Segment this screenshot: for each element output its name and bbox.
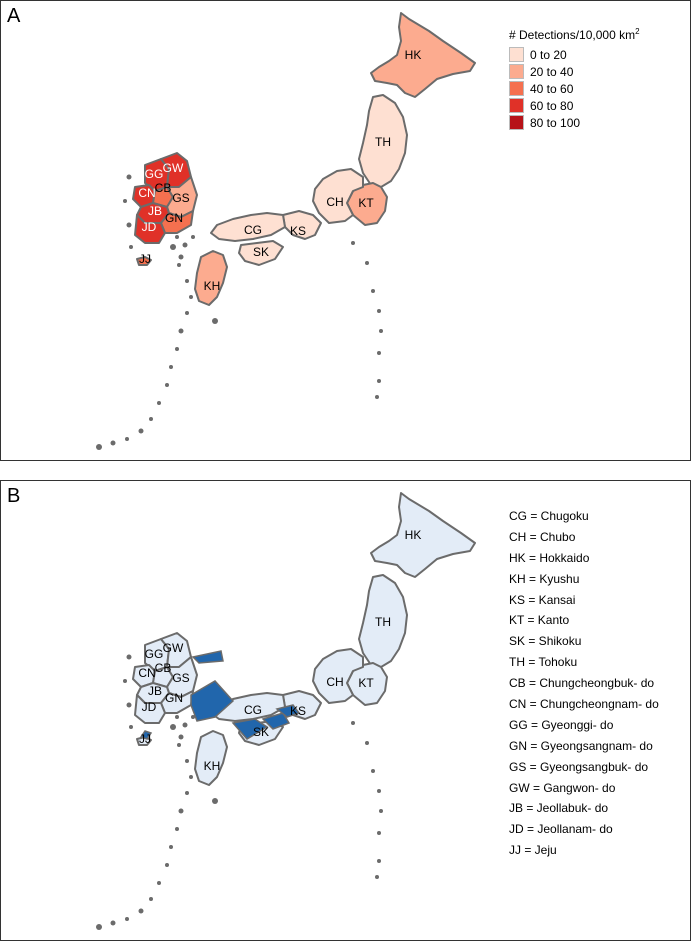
abbreviation-item-0: CG = Chugoku	[509, 509, 589, 523]
abbreviation-item-2: HK = Hokkaido	[509, 550, 590, 565]
island-12	[139, 909, 144, 914]
island-8	[169, 845, 173, 849]
island-30	[127, 703, 132, 708]
island-21	[379, 809, 383, 813]
region-hk	[371, 13, 475, 97]
region-label-jb: JB	[147, 204, 163, 219]
legend-swatch	[509, 98, 524, 113]
legend-swatch	[509, 47, 524, 62]
region-hk	[371, 493, 475, 577]
legend-item-0	[509, 46, 640, 63]
island-3	[185, 279, 189, 283]
region-label-gn: GN	[165, 691, 183, 706]
region-label-hk: HK	[404, 48, 422, 63]
abbreviation-item-13: GW = Gangwon- do	[509, 780, 616, 795]
island-20	[377, 789, 381, 793]
panel-b	[0, 480, 691, 941]
island-13	[125, 437, 129, 441]
abbreviation-item-6: SK = Shikoku	[509, 634, 582, 649]
island-10	[157, 401, 161, 405]
abbreviation-item-5: KT = Kanto	[509, 613, 570, 628]
island-23	[377, 379, 381, 383]
region-label-jd: JD	[141, 220, 157, 235]
panel-letter-b: B	[7, 485, 21, 507]
region-label-ch: CH	[326, 675, 344, 690]
island-21	[379, 329, 383, 333]
region-label-jj: JJ	[139, 732, 151, 747]
island-30	[127, 223, 132, 228]
island-31	[129, 245, 133, 249]
island-20	[377, 309, 381, 313]
legend-item-3	[509, 97, 640, 114]
region-kh	[195, 731, 227, 785]
island-19	[371, 769, 375, 773]
island-28	[127, 175, 132, 180]
island-18	[365, 261, 369, 265]
island-9	[165, 863, 169, 867]
abbreviation-item-10: GG = Gyeonggi- do	[509, 717, 614, 732]
island-27	[191, 235, 195, 239]
abbreviation-item-8: CB = Chungcheongbuk- do	[509, 676, 655, 691]
island-1	[179, 255, 184, 260]
region-label-cb: CB	[154, 181, 172, 196]
island-17	[351, 721, 355, 725]
island-1	[179, 735, 184, 740]
legend-swatch	[509, 81, 524, 96]
legend-item-4	[509, 114, 640, 131]
abbreviation-item-16: JJ = Jeju	[509, 843, 557, 858]
island-9	[165, 383, 169, 387]
island-16	[212, 798, 218, 804]
region-kh	[195, 251, 227, 305]
abbreviation-item-3: KH = Kyushu	[509, 571, 580, 586]
island-7	[175, 347, 179, 351]
abbreviation-item-11: GN = Gyeongsangnam- do	[509, 738, 653, 753]
region-label-ch: CH	[326, 195, 344, 210]
island-25	[175, 235, 179, 239]
island-28	[127, 655, 132, 660]
legend-item-2	[509, 80, 640, 97]
abbreviation-item-7: TH = Tohoku	[509, 655, 578, 670]
island-15	[96, 444, 102, 450]
island-13	[125, 917, 129, 921]
abbreviation-item-1: CH = Chubo	[509, 529, 576, 544]
island-26	[183, 243, 188, 248]
abbreviation-item-14: JB = Jeollabuk- do	[509, 801, 609, 816]
legend-label: 60 to 80	[530, 98, 574, 113]
abbreviation-item-4: KS = Kansai	[509, 592, 576, 607]
region-label-kt: KT	[358, 676, 374, 691]
region-label-jd: JD	[141, 700, 157, 715]
legend-label: 40 to 60	[530, 81, 574, 96]
region-label-kt: KT	[358, 196, 374, 211]
region-label-sk: SK	[252, 245, 270, 260]
island-25	[175, 715, 179, 719]
legend-label: 0 to 20	[530, 47, 567, 62]
region-label-gs: GS	[172, 671, 190, 686]
legend-item-1	[509, 63, 640, 80]
island-19	[371, 289, 375, 293]
region-label-kh: KH	[203, 759, 221, 774]
abbreviation-list	[509, 506, 659, 861]
island-8	[169, 365, 173, 369]
island-6	[179, 809, 184, 814]
region-label-hk: HK	[404, 528, 422, 543]
island-22	[377, 351, 381, 355]
island-4	[189, 295, 193, 299]
reference-map-group	[96, 493, 475, 942]
island-2	[177, 263, 181, 267]
island-5	[185, 791, 189, 795]
region-label-gn: GN	[165, 211, 183, 226]
panel-a	[0, 0, 691, 461]
region-label-gg: GG	[144, 167, 164, 182]
island-12	[139, 429, 144, 434]
region-label-th: TH	[375, 615, 391, 630]
highlight-area-1	[193, 651, 223, 663]
island-6	[179, 329, 184, 334]
region-label-ks: KS	[289, 704, 307, 719]
abbreviation-item-15: JD = Jeollanam- do	[509, 822, 613, 837]
abbreviation-item-12: GS = Gyeongsangbuk- do	[509, 759, 649, 774]
region-label-gw: GW	[162, 161, 184, 176]
legend-swatch	[509, 64, 524, 79]
panel-letter-a: A	[7, 5, 21, 27]
region-label-gw: GW	[162, 641, 184, 656]
island-7	[175, 827, 179, 831]
region-label-cn: CN	[138, 666, 156, 681]
island-16	[212, 318, 218, 324]
island-22	[377, 831, 381, 835]
island-31	[129, 725, 133, 729]
island-23	[377, 859, 381, 863]
island-2	[177, 743, 181, 747]
region-label-kh: KH	[203, 279, 221, 294]
region-label-jj: JJ	[139, 252, 151, 267]
detection-legend	[509, 27, 640, 131]
region-label-gg: GG	[144, 647, 164, 662]
region-label-sk: SK	[252, 725, 270, 740]
legend-label: 80 to 100	[530, 115, 581, 130]
legend-label: 20 to 40	[530, 64, 574, 79]
island-11	[149, 417, 153, 421]
region-label-ks: KS	[289, 224, 307, 239]
island-11	[149, 897, 153, 901]
island-0	[170, 724, 176, 730]
region-label-th: TH	[375, 135, 391, 150]
island-14	[111, 921, 116, 926]
island-5	[185, 311, 189, 315]
island-10	[157, 881, 161, 885]
island-24	[375, 395, 379, 399]
region-label-cg: CG	[244, 223, 262, 238]
island-14	[111, 441, 116, 446]
island-24	[375, 875, 379, 879]
island-0	[170, 244, 176, 250]
island-29	[123, 679, 127, 683]
legend-title: # Detections/10,000 $km^2$	[509, 27, 640, 42]
island-4	[189, 775, 193, 779]
island-17	[351, 241, 355, 245]
abbreviation-item-9: CN = Chungcheongnam- do	[509, 697, 659, 712]
region-label-cb: CB	[154, 661, 172, 676]
island-26	[183, 723, 188, 728]
region-label-cn: CN	[138, 186, 156, 201]
region-label-jb: JB	[147, 684, 163, 699]
region-label-gs: GS	[172, 191, 190, 206]
island-15	[96, 924, 102, 930]
island-3	[185, 759, 189, 763]
region-label-cg: CG	[244, 703, 262, 718]
island-29	[123, 199, 127, 203]
legend-swatch	[509, 115, 524, 130]
island-18	[365, 741, 369, 745]
